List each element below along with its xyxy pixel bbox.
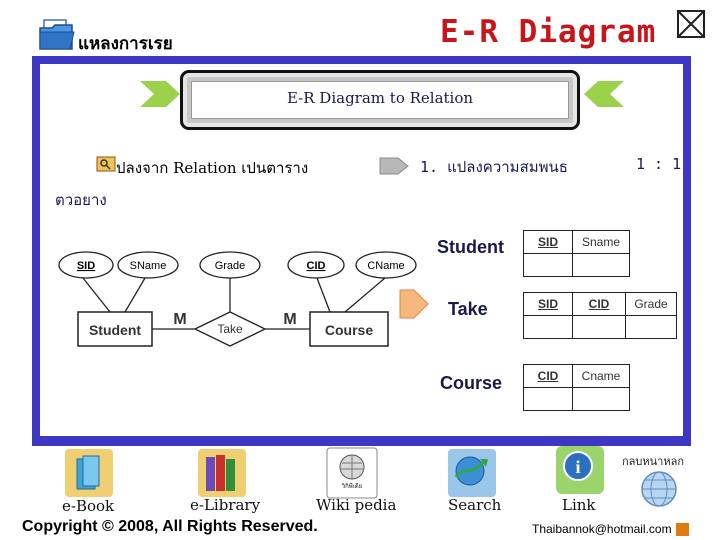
ratio-label: 1 : 1 <box>636 155 682 173</box>
elibrary-icon[interactable] <box>196 447 248 499</box>
close-icon[interactable] <box>677 10 705 38</box>
er-attr-sname-label: SName <box>129 260 167 272</box>
nav-elibrary-label[interactable]: e-Library <box>190 496 261 514</box>
table-cell: Grade <box>626 293 677 316</box>
globe-icon[interactable] <box>640 470 678 508</box>
er-attr-cid-label: CID <box>306 260 326 272</box>
er-attr-cname-label: CName <box>367 260 405 272</box>
arrow-left-icon <box>582 77 624 111</box>
table-cell <box>573 316 626 339</box>
nav-wikipedia-label[interactable]: Wiki pedia <box>316 496 397 514</box>
relation-table-student <box>523 230 630 277</box>
er-diagram <box>40 240 405 360</box>
er-relationship-label: Take <box>217 322 243 336</box>
banner-title: E-R Diagram to Relation <box>286 89 474 107</box>
magnifier-bullet-icon <box>97 157 115 171</box>
wikipedia-icon[interactable] <box>326 447 378 499</box>
er-attr-grade-label: Grade <box>214 260 246 272</box>
er-entity-student-label: Student <box>88 322 142 338</box>
nav-resource-label[interactable]: แหลงการเรย <box>78 34 173 54</box>
table-cell <box>626 316 677 339</box>
wikipedia-icon-text: วิกิพีเดีย <box>341 483 363 490</box>
relation-name-take: Take <box>448 299 488 319</box>
bullet-text: ปลงจาก Relation เปนตาราง <box>116 159 309 177</box>
table-cell: CID <box>524 365 573 388</box>
table-cell: SID <box>524 231 573 254</box>
table-cell: CID <box>573 293 626 316</box>
er-cardinality-left: M <box>173 311 187 328</box>
ebook-icon[interactable] <box>63 447 115 499</box>
table-cell <box>524 316 573 339</box>
copyright-text: Copyright © 2008, All Rights Reserved. <box>22 518 318 535</box>
page-title: E-R Diagram <box>440 14 657 50</box>
search-icon[interactable] <box>446 447 498 499</box>
info-icon[interactable] <box>554 444 606 496</box>
folder-icon[interactable] <box>38 18 76 52</box>
er-entity-course-label: Course <box>324 322 374 338</box>
er-attr-sid-label: SID <box>76 260 96 272</box>
relation-name-student: Student <box>437 237 504 257</box>
conversion-arrow-icon <box>400 284 430 324</box>
relation-table-take <box>523 292 677 339</box>
table-cell <box>573 388 630 411</box>
relation-table-course <box>523 364 630 411</box>
step-arrow-icon <box>380 155 410 177</box>
er-cardinality-right: M <box>283 311 297 328</box>
mail-icon[interactable] <box>676 523 689 536</box>
nav-search-label[interactable]: Search <box>448 496 502 514</box>
table-cell: Cname <box>573 365 630 388</box>
arrow-right-icon <box>140 77 182 111</box>
step-label: 1. แปลงความสมพนธ <box>420 158 568 176</box>
relation-name-course: Course <box>440 373 503 393</box>
example-label: ตวอยาง <box>55 191 107 209</box>
table-cell <box>524 388 573 411</box>
back-home-link[interactable]: กลบหนาหลก <box>622 455 684 468</box>
table-cell <box>524 254 573 277</box>
table-cell: Sname <box>573 231 630 254</box>
nav-ebook-label[interactable]: e-Book <box>62 497 115 515</box>
table-cell: SID <box>524 293 573 316</box>
contact-email[interactable]: Thaibannok@hotmail.com <box>532 522 672 536</box>
table-cell <box>573 254 630 277</box>
svg-text:i: i <box>575 457 581 477</box>
nav-link-label[interactable]: Link <box>562 496 596 514</box>
